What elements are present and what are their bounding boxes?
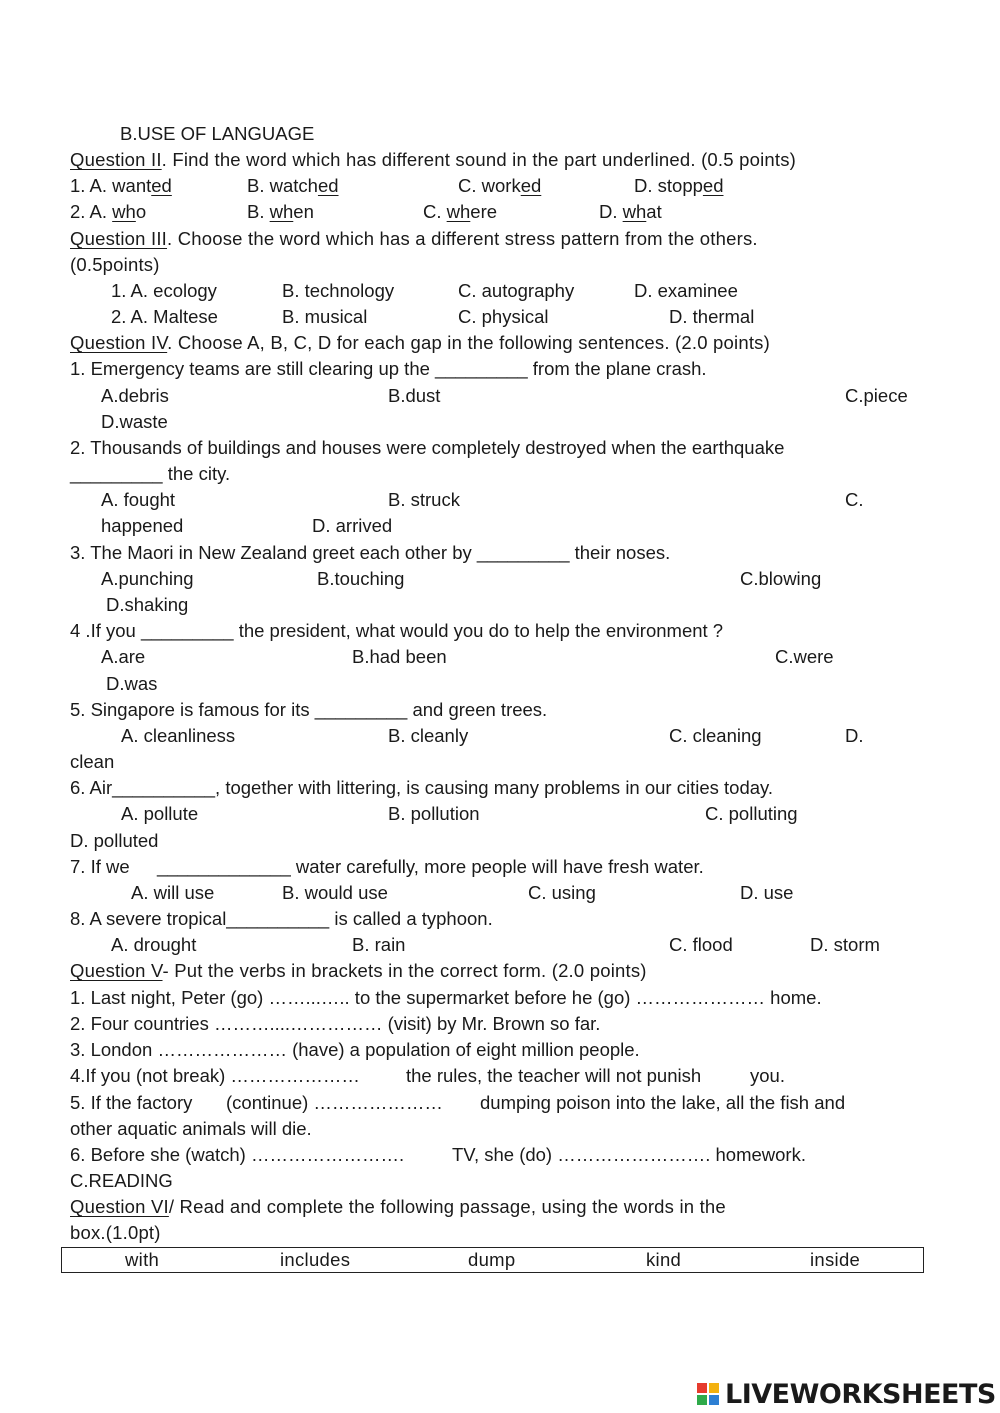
question-6-heading <box>70 1194 726 1220</box>
question-2-label: Question II <box>70 149 162 170</box>
q2-r1-a: want <box>112 175 152 196</box>
q4-s6-b: B. pollution <box>388 803 480 824</box>
q5-line-5c: dumping poison into the lake, all the fish and <box>480 1092 846 1113</box>
q5-line-1: 1. Last night, Peter (go) ……...….. to the supermarket before he (go) ………………… home. <box>70 987 822 1008</box>
q5-line-6a: 6. Before she (watch) ……………………. <box>70 1144 405 1165</box>
q5-line-3: 3. London ………………… (have) a population of eight million people. <box>70 1039 640 1060</box>
q4-s8-c: C. flood <box>669 934 733 955</box>
q3-r1-b: B. technology <box>282 280 395 301</box>
q2-r2-option-b: B. when <box>247 201 314 222</box>
q4-s4-c: C.were <box>775 646 834 667</box>
word-box-item-1: with <box>125 1249 160 1270</box>
q4-s4-d: D.was <box>106 673 158 694</box>
q4-s2-b: B. struck <box>388 489 460 510</box>
q3-r2-a: 2. A. Maltese <box>111 306 218 327</box>
q4-s6-d: D. polluted <box>70 830 159 851</box>
word-box-item-5: inside <box>810 1249 861 1270</box>
q5-line-2: 2. Four countries ………....…………… (visit) by Mr. Brown so far. <box>70 1013 601 1034</box>
q4-s1-c: C.piece <box>845 385 908 406</box>
liveworksheets-wordmark: LIVEWORKSHEETS <box>725 1378 996 1410</box>
q4-s8-b: B. rain <box>352 934 406 955</box>
q3-r1-d: D. examinee <box>634 280 738 301</box>
q4-s8-d: D. storm <box>810 934 880 955</box>
q4-s3-a: A.punching <box>101 568 194 589</box>
question-2-heading <box>70 147 796 173</box>
q4-s2-question-1: 2. Thousands of buildings and houses were completely destroyed when the earthquake <box>70 437 785 458</box>
q4-s2-c: C. <box>845 489 864 510</box>
liveworksheets-logo <box>697 1376 996 1412</box>
q5-line-4a: 4.If you (not break) ………………… <box>70 1065 360 1086</box>
word-box-item-3: dump <box>468 1249 516 1270</box>
q2-r1-a-underline: ed <box>151 175 172 196</box>
q4-s8-question: 8. A severe tropical__________ is called a typhoon. <box>70 908 493 929</box>
question-5-label: Question V <box>70 960 163 981</box>
q5-line-4b: the rules, the teacher will not punish <box>406 1065 702 1086</box>
question-6-text: / Read and complete the following passage, using the words in the <box>168 1196 726 1217</box>
word-box-item-4: kind <box>646 1249 682 1270</box>
q4-s1-question: 1. Emergency teams are still clearing up the _________ from the plane crash. <box>70 358 707 379</box>
q4-s7-c: C. using <box>528 882 596 903</box>
q4-s7-question-2: _____________ water carefully, more people will have fresh water. <box>157 856 704 877</box>
q3-r2-d: D. thermal <box>669 306 755 327</box>
liveworksheets-logo-icon <box>697 1383 719 1405</box>
q3-r2-b: B. musical <box>282 306 368 327</box>
q4-s1-b: B.dust <box>388 385 441 406</box>
q5-line-4c: you. <box>750 1065 785 1086</box>
question-6-label: Question VI <box>70 1196 169 1217</box>
question-4-text: . Choose A, B, C, D for each gap in the following sentences. (2.0 points) <box>167 332 770 353</box>
q2-r1-option-d: D. stopped <box>634 175 724 196</box>
q4-s5-b: B. cleanly <box>388 725 469 746</box>
q3-r1-c: C. autography <box>458 280 575 301</box>
q4-s6-a: A. pollute <box>121 803 199 824</box>
question-5-text: - Put the verbs in brackets in the correct form. (2.0 points) <box>162 960 647 981</box>
q2-r2-option-c: C. where <box>423 201 498 222</box>
q4-s2-a: A. fought <box>101 489 176 510</box>
q4-s2-d: D. arrived <box>312 515 393 536</box>
q5-line-5d: other aquatic animals will die. <box>70 1118 312 1139</box>
question-2-text: . Find the word which has different sound in the part underlined. (0.5 points) <box>161 149 797 170</box>
q4-s3-c: C.blowing <box>740 568 822 589</box>
q2-r2-option-d: D. what <box>599 201 662 222</box>
q4-s5-question: 5. Singapore is famous for its _________ and green trees. <box>70 699 548 720</box>
question-3-label: Question III <box>70 228 168 249</box>
q2-r1-num: 1. A. <box>70 175 113 196</box>
q4-s1-d: D.waste <box>101 411 168 432</box>
q2-row-2: 2. A. who <box>70 201 147 222</box>
q2-row-1 <box>70 173 172 199</box>
section-heading-b: B.USE OF LANGUAGE <box>120 123 315 144</box>
q5-line-6b: TV, she (do) ……………………. homework. <box>452 1144 806 1165</box>
q4-s8-a: A. drought <box>111 934 197 955</box>
q4-s4-b: B.had been <box>352 646 447 667</box>
q4-s5-d-cont: clean <box>70 751 115 772</box>
q3-r1-a: 1. A. ecology <box>111 280 217 301</box>
q4-s3-question: 3. The Maori in New Zealand greet each other by _________ their noses. <box>70 542 671 563</box>
word-box-item-2: includes <box>280 1249 351 1270</box>
question-4-heading <box>70 330 770 356</box>
question-4-label: Question IV <box>70 332 168 353</box>
q4-s2-question-2: _________ the city. <box>70 463 231 484</box>
question-3-points: (0.5points) <box>70 254 160 275</box>
q4-s1-a: A.debris <box>101 385 169 406</box>
q4-s5-c: C. cleaning <box>669 725 762 746</box>
q4-s3-b: B.touching <box>317 568 405 589</box>
q4-s5-a: A. cleanliness <box>121 725 236 746</box>
q4-s4-a: A.are <box>101 646 146 667</box>
q2-r1-option-c: C. worked <box>458 175 542 196</box>
question-3-heading <box>70 226 758 252</box>
q3-r2-c: C. physical <box>458 306 549 327</box>
q4-s3-d: D.shaking <box>106 594 189 615</box>
question-6-text-2: box.(1.0pt) <box>70 1222 161 1243</box>
q4-s2-c-cont: happened <box>101 515 184 536</box>
q4-s7-d: D. use <box>740 882 794 903</box>
q4-s7-question-1: 7. If we <box>70 856 130 877</box>
q4-s7-a: A. will use <box>131 882 215 903</box>
q5-line-5b: (continue) ………………… <box>226 1092 443 1113</box>
q2-r1-option-b: B. watched <box>247 175 339 196</box>
q4-s5-d: D. <box>845 725 864 746</box>
question-3-text: . Choose the word which has a different stress pattern from the others. <box>167 228 758 249</box>
q4-s6-c: C. polluting <box>705 803 798 824</box>
question-5-heading <box>70 958 647 984</box>
word-box <box>61 1247 924 1273</box>
q4-s4-question: 4 .If you _________ the president, what would you do to help the environment ? <box>70 620 724 641</box>
q5-line-5a: 5. If the factory <box>70 1092 193 1113</box>
q4-s7-b: B. would use <box>282 882 388 903</box>
q4-s6-question: 6. Air__________, together with littering, is causing many problems in our cities today. <box>70 777 774 798</box>
section-heading-c: C.READING <box>70 1170 173 1191</box>
